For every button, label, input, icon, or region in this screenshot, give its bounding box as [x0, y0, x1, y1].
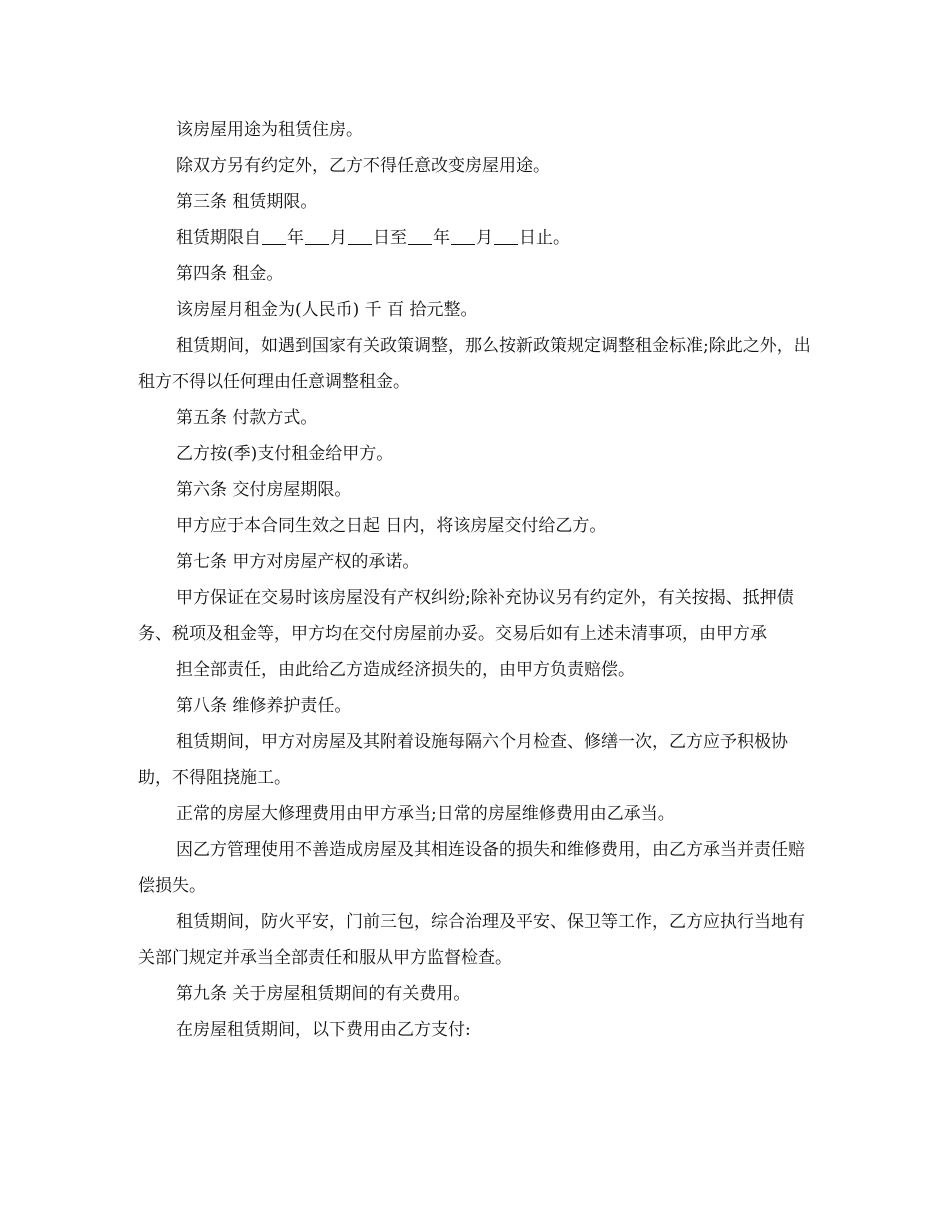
blank-field	[408, 227, 432, 245]
paragraph: 除双方另有约定外，乙方不得任意改变房屋用途。	[176, 156, 550, 176]
lease-term-paragraph	[138, 220, 814, 256]
paragraph: 租赁期间，甲方对房屋及其附着设施每隔六个月检查、修缮一次，乙方应予积极协助，不得阻挠施工。	[138, 732, 788, 788]
article-heading: 第九条 关于房屋租赁期间的有关费用。	[176, 984, 471, 1004]
blank-field	[494, 227, 518, 245]
article-heading: 第三条 租赁期限。	[176, 192, 318, 212]
lease-term-day1: 日至	[373, 228, 407, 248]
paragraph: 担全部责任，由此给乙方造成经济损失的，由甲方负责赔偿。	[176, 660, 635, 680]
lease-term-day2: 日止。	[519, 228, 570, 248]
blank-field	[348, 227, 372, 245]
lease-term-month1: 月	[330, 228, 347, 248]
article-heading: 第五条 付款方式。	[176, 408, 318, 428]
article-heading: 第六条 交付房屋期限。	[176, 480, 352, 500]
lease-term-year2: 年	[433, 228, 450, 248]
article-heading: 第七条 甲方对房屋产权的承诺。	[176, 552, 420, 572]
paragraph: 乙方按(季)支付租金给甲方。	[176, 444, 394, 464]
article-heading: 第八条 维修养护责任。	[176, 696, 352, 716]
paragraph: 该房屋用途为租赁住房。	[176, 120, 363, 140]
lease-term-prefix: 租赁期限自	[176, 228, 261, 248]
paragraph: 该房屋月租金为(人民币) 千 百 拾元整。	[176, 300, 478, 320]
paragraph: 租赁期间，防火平安，门前三包，综合治理及平安、保卫等工作，乙方应执行当地有关部门规定并承当全部责任和服从甲方监督检查。	[138, 912, 805, 968]
blank-field	[451, 227, 475, 245]
article-heading: 第四条 租金。	[176, 264, 284, 284]
paragraph: 甲方应于本合同生效之日起 日内，将该房屋交付给乙方。	[176, 516, 607, 536]
document-body	[138, 112, 814, 1048]
blank-field	[305, 227, 329, 245]
paragraph: 正常的房屋大修理费用由甲方承当;日常的房屋维修费用由乙承当。	[176, 804, 675, 824]
blank-field	[262, 227, 286, 245]
paragraph: 因乙方管理使用不善造成房屋及其相连设备的损失和维修费用，由乙方承当并责任赔偿损失。	[138, 840, 805, 896]
paragraph: 租赁期间，如遇到国家有关政策调整，那么按新政策规定调整租金标准;除此之外，出租方不得以任何理由任意调整租金。	[138, 336, 811, 392]
paragraph: 在房屋租赁期间，以下费用由乙方支付:	[176, 1020, 471, 1040]
paragraph: 甲方保证在交易时该房屋没有产权纠纷;除补充协议另有约定外，有关按揭、抵押债务、税项及租金等，甲方均在交付房屋前办妥。交易后如有上述未清事项，由甲方承	[138, 588, 794, 644]
lease-term-year1: 年	[287, 228, 304, 248]
lease-term-month2: 月	[476, 228, 493, 248]
